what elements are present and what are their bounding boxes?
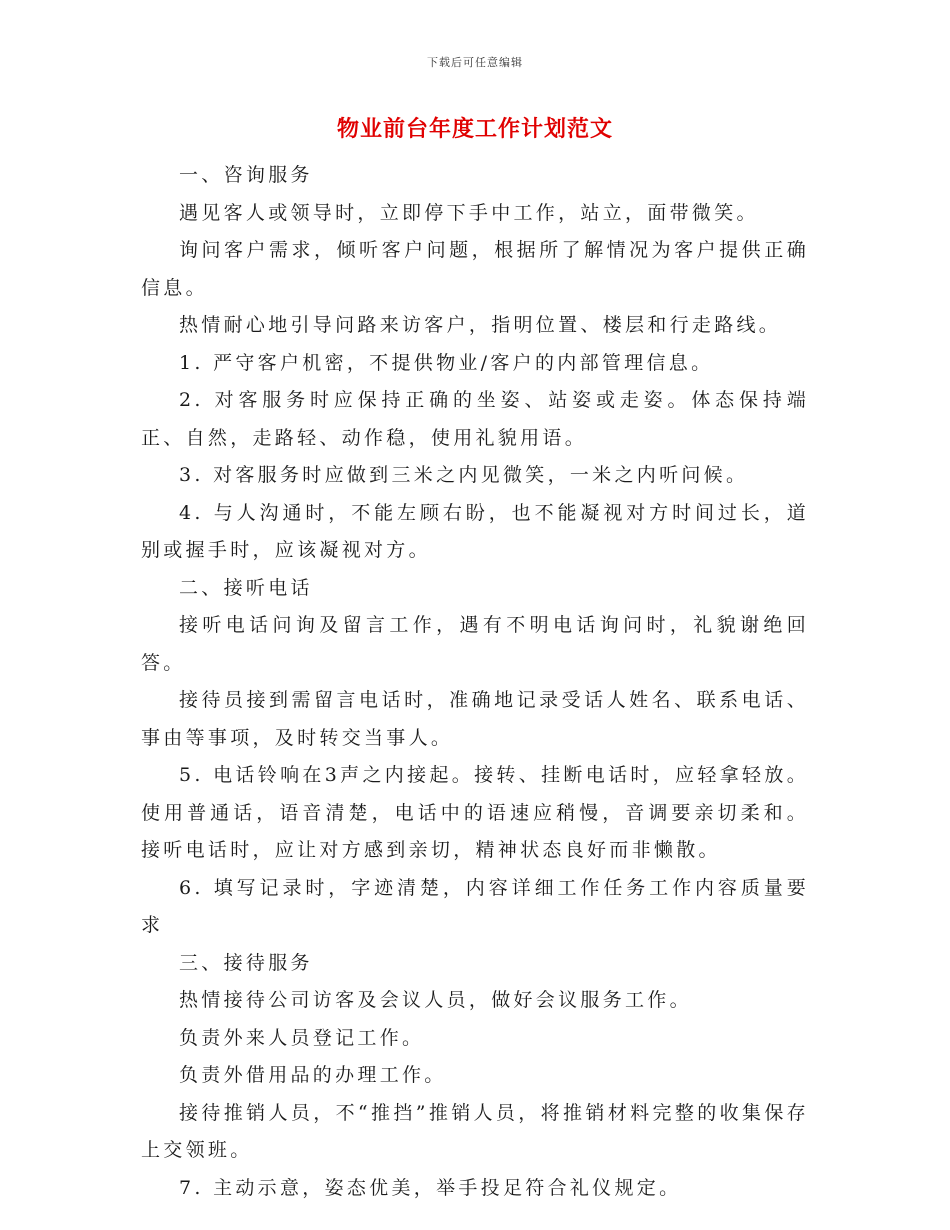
section-heading-phone: 二、接听电话 bbox=[179, 576, 313, 599]
paragraph: 负责外来人员登记工作。 bbox=[179, 1026, 425, 1049]
paragraph: 接待员接到需留言电话时，准确地记录受话人姓名、联系电话、事由等事项，及时转交当事人。 bbox=[141, 689, 809, 749]
paragraph: 遇见客人或领导时，立即停下手中工作，站立，面带微笑。 bbox=[179, 201, 759, 224]
section-heading-consulting: 一、咨询服务 bbox=[179, 164, 313, 186]
paragraph: 热情耐心地引导问路来访客户，指明位置、楼层和行走路线。 bbox=[179, 314, 782, 336]
paragraph: 负责外借用品的办理工作。 bbox=[179, 1064, 447, 1086]
paragraph: 询问客户需求，倾听客户问题，根据所了解情况为客户提供正确信息。 bbox=[141, 239, 809, 299]
document-body bbox=[141, 157, 809, 1207]
numbered-item-1: 1. 严守客户机密，不提供物业/客户的内部管理信息。 bbox=[179, 351, 714, 374]
numbered-item-3: 3. 对客服务时应做到三米之内见微笑，一米之内听问候。 bbox=[179, 464, 749, 486]
paragraph: 接听电话问询及留言工作，遇有不明电话询问时，礼貌谢绝回答。 bbox=[141, 614, 809, 674]
header-note: 下载后可任意编辑 bbox=[427, 56, 523, 69]
document-title: 物业前台年度工作计划范文 bbox=[336, 116, 613, 142]
numbered-item-6: 6. 填写记录时，字迹清楚，内容详细工作任务工作内容质量要求 bbox=[141, 876, 809, 936]
numbered-item-4: 4. 与人沟通时，不能左顾右盼，也不能凝视对方时间过长，道别或握手时，应该凝视对方。 bbox=[141, 501, 809, 561]
paragraph: 热情接待公司访客及会议人员，做好会议服务工作。 bbox=[179, 989, 692, 1011]
section-heading-reception: 三、接待服务 bbox=[179, 951, 313, 974]
numbered-item-2: 2. 对客服务时应保持正确的坐姿、站姿或走姿。体态保持端正、自然，走路轻、动作稳，使用礼貌用语。 bbox=[141, 389, 809, 449]
paragraph: 接待推销人员，不“推挡”推销人员，将推销材料完整的收集保存上交领班。 bbox=[141, 1101, 809, 1161]
numbered-item-7: 7. 主动示意，姿态优美，举手投足符合礼仪规定。 bbox=[179, 1176, 682, 1199]
numbered-item-5: 5. 电话铃响在3声之内接起。接转、挂断电话时，应轻拿轻放。使用普通话，语音清楚，电话中的语速应稍慢，音调要亲切柔和。接听电话时，应让对方感到亲切，精神状态良好而非懒散。 bbox=[141, 764, 809, 861]
